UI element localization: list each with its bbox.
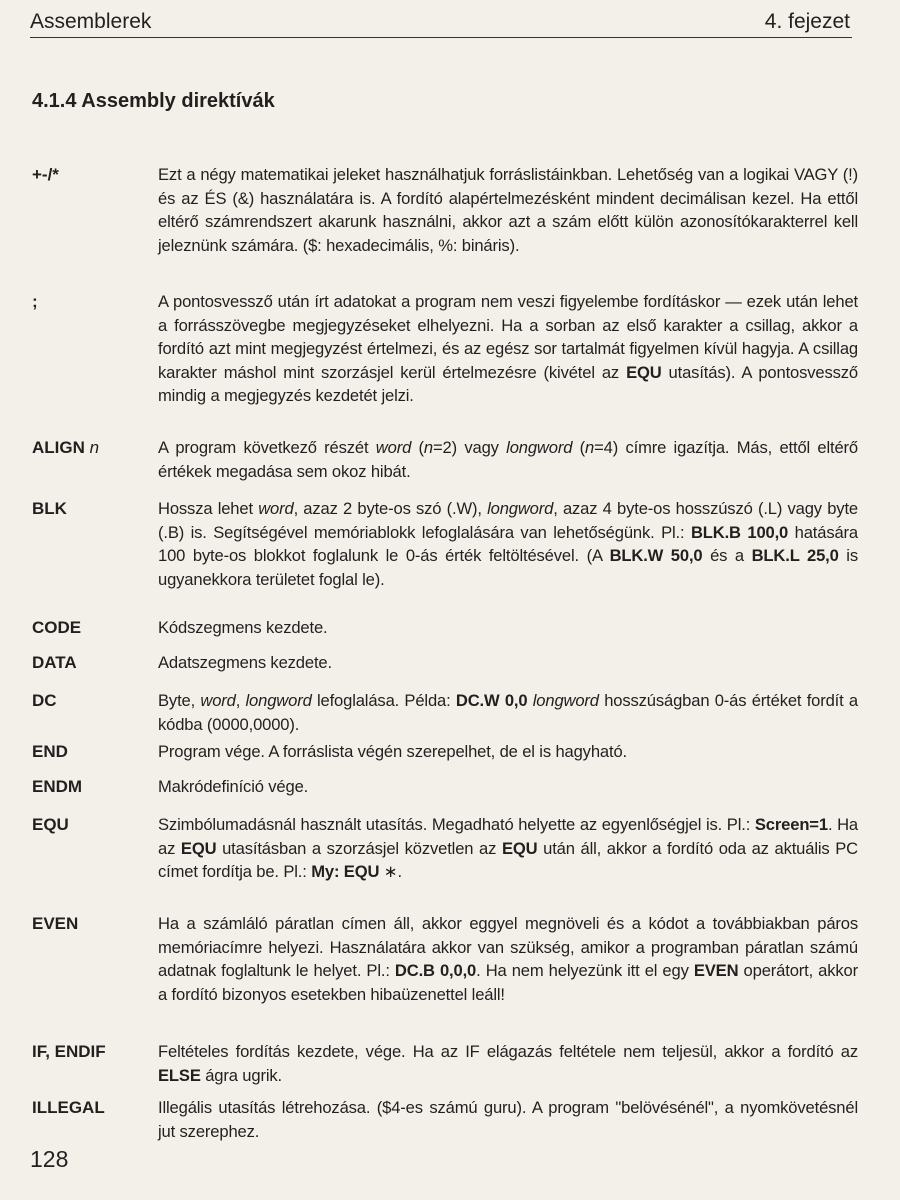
- description-text: . Ha az: [158, 815, 858, 858]
- directive-description: [158, 740, 858, 764]
- description-text: utasítás). A pontosvessző mindig a megjegyzés kezdetét jelzi.: [158, 362, 858, 405]
- directive-entry: [32, 689, 858, 736]
- description-text: =2) vagy: [433, 438, 507, 457]
- directive-term-text: EQU: [32, 815, 69, 834]
- directive-term-text: ;: [32, 292, 38, 311]
- description-text: =4) címre igazítja. Más, ettől eltérő értékek megadása sem okoz hibát.: [158, 438, 859, 481]
- description-text: A pontosvessző után írt adatokat a program nem veszi figyelembe fordításkor — ezek után lehet a forrásszövegbe megjegyzéseket elhelyezni. Ha a sorban az első karakter a csillag, akkor a fordító azt mint megjegyzést értelmezi, és az egész sor tartalmát figyelmen kívül hagyja. A csillag karakter máshol mint szorzásjel kerül értelmezésre (kivétel az: [158, 292, 858, 382]
- directive-description: [158, 163, 858, 257]
- code-fragment: EQU: [501, 838, 538, 858]
- directive-term-text: ILLEGAL: [32, 1098, 105, 1117]
- directive-term: [32, 1096, 105, 1120]
- directive-description: [158, 689, 858, 736]
- description-text: után áll, akkor a fordító oda az aktuális PC címet fordítja be. Pl.:: [158, 838, 858, 881]
- directive-entry: [32, 740, 858, 764]
- directive-term-text: BLK: [32, 499, 67, 518]
- description-text: Byte,: [158, 691, 201, 710]
- directive-term-text: DC: [32, 691, 57, 710]
- directive-description: [158, 651, 858, 675]
- directive-entry: [32, 497, 858, 591]
- directive-description: [158, 912, 858, 1006]
- description-text: Ezt a négy matematikai jeleket használhatjuk forráslistáinkban. Lehetőség van a logikai VAGY (!) és az ÉS (&) használatára is. A fordító alapértelmezésként mindent decimálisan kezel. Ha ettől eltérő számrendszert akarunk használni, akkor azt a szám előtt külön azonosítókarakterrel kell jeleznünk számára. ($: hexadecimális, %: bináris).: [158, 165, 858, 255]
- directive-term: [32, 1040, 106, 1064]
- emphasis-text: word: [258, 499, 294, 518]
- code-fragment: DC.B 0,0,0: [394, 961, 477, 980]
- description-text: Hossza lehet: [158, 499, 259, 518]
- running-header-chapter-number: 4. fejezet: [764, 10, 850, 33]
- directive-entry: [32, 616, 858, 640]
- running-header-chapter-name: Assemblerek: [30, 10, 152, 33]
- directive-term: [32, 651, 77, 675]
- directive-entry: [32, 1096, 858, 1143]
- directive-term: [32, 912, 78, 936]
- code-fragment: EQU: [180, 838, 217, 858]
- directive-description: [158, 616, 858, 640]
- directive-term: [32, 163, 59, 187]
- description-text: operátort, akkor a fordító bizonyos esetekben hibaüzenettel leáll!: [158, 961, 859, 1004]
- directive-term-text: EVEN: [32, 914, 79, 933]
- code-fragment: EQU: [626, 362, 662, 382]
- code-fragment: BLK.B 100,0: [690, 522, 789, 542]
- emphasis-text: word: [375, 438, 412, 457]
- description-text: . Ha nem helyezünk itt el egy: [476, 961, 694, 980]
- directive-description: [158, 1096, 858, 1143]
- description-text: , azaz 4 byte-os hosszúszó (.L) vagy byte (.B) is. Segítségével memóriablokk lefoglalására van lehetőségünk. Pl.:: [158, 499, 858, 542]
- directive-term: [32, 775, 82, 799]
- description-text: Adatszegmens kezdete.: [158, 653, 332, 672]
- directive-description: [158, 497, 858, 591]
- directive-term-parameter: n: [89, 438, 100, 457]
- directive-term: [32, 497, 67, 521]
- description-text: , azaz 2 byte-os szó (.W),: [293, 499, 488, 518]
- section-title: 4.1.4 Assembly direktívák: [32, 90, 275, 112]
- code-fragment: ELSE: [158, 1065, 201, 1085]
- description-text: Program vége. A forráslista végén szerepelhet, de el is hagyható.: [158, 742, 627, 761]
- description-text: (: [411, 438, 424, 457]
- page-number: 128: [30, 1146, 69, 1172]
- directive-entry: [32, 290, 858, 408]
- description-text: és a: [702, 546, 752, 565]
- description-text: (: [572, 438, 586, 457]
- directive-entry: [32, 775, 858, 799]
- directive-entry: [32, 813, 858, 884]
- directive-entry: [32, 163, 858, 257]
- directive-term-text: ENDM: [32, 777, 83, 796]
- description-text: A program következő részét: [158, 438, 376, 457]
- description-text: ágra ugrik.: [200, 1065, 282, 1085]
- directive-term-text: +-/*: [32, 165, 59, 184]
- description-text: Illegális utasítás létrehozása. ($4-es számú guru). A program "belövésénél", a nyomkövetésnél jut szerephez.: [158, 1098, 858, 1141]
- code-fragment: Screen=1: [754, 815, 828, 834]
- description-text: hosszúságban 0-ás értéket fordít a kódba (0000,0000).: [158, 691, 858, 734]
- description-text: Szimbólumadásnál használt utasítás. Megadható helyette az egyenlőségjel is. Pl.:: [158, 815, 755, 834]
- description-text: Ha a számláló páratlan címen áll, akkor eggyel megnöveli és a kódot a továbbiakban páros memóriacímre helyezi. Használatára akkor van szükség, amikor a programban páratlan számú adatnak foglaltunk le helyet. Pl.:: [158, 914, 858, 980]
- directive-entry: [32, 436, 858, 483]
- code-fragment: My: EQU: [311, 862, 380, 881]
- header-rule: [30, 37, 852, 38]
- description-text: is ugyanekkora területet foglal le).: [158, 546, 858, 589]
- description-text: ∗.: [379, 862, 402, 881]
- directive-description: [158, 775, 858, 799]
- emphasis-text: longword: [487, 499, 554, 518]
- description-text: hatására 100 byte-os blokkot foglalunk le 0-ás érték feltöltésével. (A: [158, 522, 858, 565]
- directive-term-text: IF, ENDIF: [32, 1042, 106, 1061]
- directive-term: [32, 290, 38, 314]
- code-fragment: BLK.W 50,0: [609, 546, 703, 565]
- directive-entry: [32, 1040, 858, 1087]
- directive-term-text: END: [32, 742, 68, 761]
- directive-term: [32, 740, 68, 764]
- emphasis-text: longword: [245, 691, 312, 710]
- code-fragment: BLK.L 25,0: [751, 546, 839, 565]
- code-fragment: DC.W 0,0: [455, 691, 528, 710]
- emphasis-text: n: [585, 438, 595, 457]
- directive-description: [158, 813, 858, 884]
- directive-description: [158, 436, 858, 483]
- directive-term-text: ALIGN: [32, 438, 85, 457]
- directive-entry: [32, 912, 858, 1006]
- directive-term-text: DATA: [32, 653, 77, 672]
- directive-term: [32, 616, 81, 640]
- description-text: lefoglalása. Példa:: [311, 691, 456, 710]
- emphasis-text: longword: [506, 438, 573, 457]
- emphasis-text: word: [200, 691, 236, 710]
- emphasis-text: n: [423, 438, 433, 457]
- description-text: Feltételes fordítás kezdete, vége. Ha az IF elágazás feltétele nem teljesül, akkor a fordító az: [158, 1042, 858, 1061]
- description-text: Kódszegmens kezdete.: [158, 618, 328, 637]
- emphasis-text: longword: [532, 691, 599, 710]
- directive-description: [158, 1040, 858, 1087]
- directive-term: [32, 689, 57, 713]
- directive-term: [32, 813, 69, 837]
- directive-term-text: CODE: [32, 618, 82, 637]
- description-text: ,: [235, 691, 246, 710]
- directive-description: [158, 290, 858, 408]
- code-fragment: EVEN: [693, 961, 739, 980]
- directive-entry: [32, 651, 858, 675]
- description-text: utasításban a szorzásjel közvetlen az: [216, 838, 502, 858]
- directive-term: [32, 436, 99, 460]
- description-text: Makródefiníció vége.: [158, 777, 309, 796]
